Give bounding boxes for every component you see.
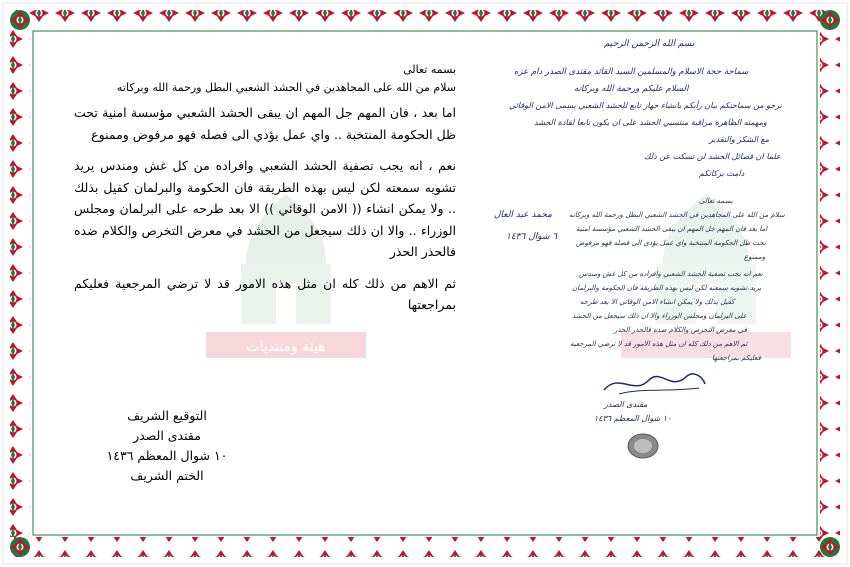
hw-reply-line: على البرلمان ومجلس الوزراء والا ان ذلك سيجعل من الحشد bbox=[572, 312, 747, 320]
paragraph-1: اما بعد ، فان المهم جل المهم ان يبقى الحشد الشعبي مؤسسة امنية تحت ظل الحكومة المنتخبة .. واي عمل يؤدي الى فصله فهو مرفوض وممنوع bbox=[74, 105, 456, 142]
hw-reply-line: نعم انه يجب تصفية الحشد الشعبي وافراده من كل غش ومندس bbox=[579, 270, 763, 278]
hw-reply-line: كفيل بذلك ولا يمكن انشاء الامن الوقائي الا بعد طرحه bbox=[580, 298, 735, 306]
official-seal bbox=[626, 432, 660, 460]
hw-reply-line: تحت ظل الحكومة المنتخبة واي عمل يؤدي الى فصله فهو مرفوض bbox=[576, 239, 766, 247]
letter-greeting: سلام من الله على المجاهدين في الحشد الشعبي البطل ورحمة الله وبركاته bbox=[116, 81, 456, 94]
hw-reply-line: سلام من الله على المجاهدين في الحشد الشعبي البطل ورحمة الله وبركاته bbox=[569, 211, 785, 219]
hw-reply-line: فعليكم بمراجعتها bbox=[712, 354, 761, 362]
paragraph-2: نعم ، انه يجب تصفية الحشد الشعبي وافراده من كل غش ومندس يريد تشويه سمعته لكن ليس بهذه الطريقة فان الحكومة والبرلمان كفيل بذلك .. ولا يمكن انشاء (( الامن الوقائي )) الا بعد طرحه على البرلمان ومجلس الوزراء .. والا ان ذلك سيجعل من الحشد في معرض التخرص والكلام ضده فالحذر الحذر bbox=[74, 158, 456, 259]
signature-line: مقتدى الصدر bbox=[133, 428, 201, 443]
hw-reply-line: بسمه تعالى bbox=[699, 197, 733, 205]
hw-reply-line: يريد تشويه سمعته لكن ليس بهذه الطريقة فان الحكومة والبرلمان bbox=[572, 284, 762, 292]
document-page bbox=[36, 34, 814, 534]
hw-top-line: علما ان فصائل الحشد لن تسكت عن ذلك bbox=[644, 152, 781, 161]
hw-top-line: السلام عليكم ورحمة الله وبركاته bbox=[574, 84, 689, 94]
sender-date: ٦ شوال ١٤٣٦ bbox=[506, 232, 558, 242]
hw-top-line: مع الشكر والتقدير bbox=[709, 135, 770, 144]
hw-top-line: ومهمته الظاهرة مراقبة منتسبي الحشد على ان يكون تابعا لقادة الحشد bbox=[534, 118, 767, 127]
letter-opening: بسمه تعالى bbox=[403, 63, 456, 76]
signature-block bbox=[102, 406, 232, 486]
hw-reply-line: ثم الاهم من ذلك كله ان مثل هذه الامور قد لا ترضي المرجعية bbox=[570, 340, 748, 348]
hw-reply-line: وممنوع bbox=[744, 253, 766, 261]
hw-reply-line: في معرض التخرص والكلام ضده فالحذر الحذر bbox=[614, 326, 747, 334]
hw-reply-line: اما بعد فان المهم جل المهم ان يبقى الحشد الشعبي مؤسسة امنية bbox=[576, 225, 768, 233]
sender-name: محمد عبد العال bbox=[494, 210, 552, 220]
paragraph-3: ثم الاهم من ذلك كله ان مثل هذه الامور قد لا ترضي المرجعية فعليكم بمراجعتها bbox=[74, 275, 456, 312]
signature-line: الختم الشريف bbox=[130, 468, 204, 483]
hw-top-line: دامت بركاتكم bbox=[699, 169, 745, 178]
hw-top-line: سماحة حجة الاسلام والمسلمين السيد القائد مقتدى الصدر دام عزه bbox=[514, 67, 749, 77]
hw-signature-date: ١٠ شوال المعظم ١٤٣٦ bbox=[594, 414, 672, 423]
hw-signature-name: مقتدى الصدر bbox=[604, 400, 648, 409]
signature-line: ١٠ شوال المعظم ١٤٣٦ bbox=[106, 448, 228, 463]
typed-letter bbox=[74, 62, 456, 326]
signature-line: التوقيع الشريف bbox=[127, 408, 207, 423]
signature-scribble bbox=[599, 362, 709, 402]
handwritten-letter-scan bbox=[454, 34, 814, 534]
basmala: بسم الله الرحمن الرحيم bbox=[604, 39, 695, 49]
hw-top-line: نرجو من سماحتكم بيان رأيكم بانشاء جهاز تابع للحشد الشعبي يسمى الامن الوقائي bbox=[509, 101, 782, 110]
watermark-text: هيئة ومنتديات bbox=[246, 339, 326, 355]
